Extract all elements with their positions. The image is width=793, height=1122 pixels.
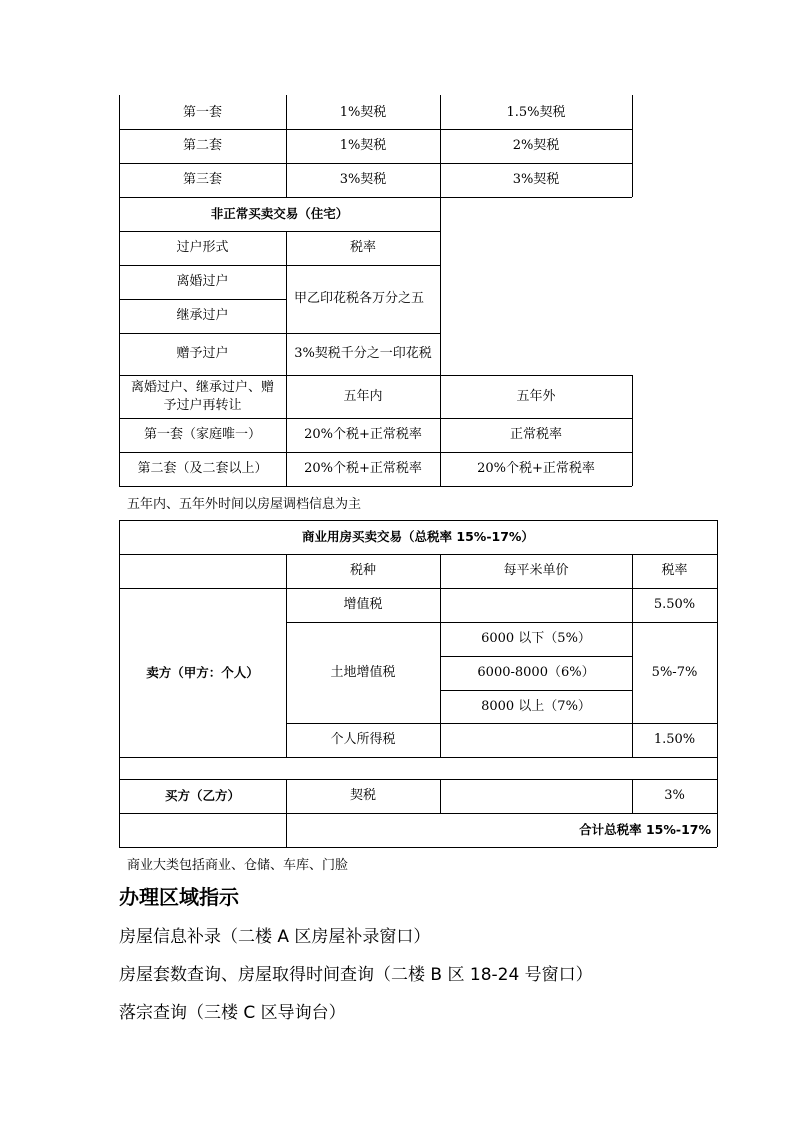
- commercial-title: 商业用房买卖交易（总税率 15%-17%）: [302, 529, 534, 544]
- deed-tax-name: 契税: [349, 788, 376, 803]
- row3-rate-b: 3%契税: [512, 172, 560, 187]
- row2-rate-a: 1%契税: [339, 138, 387, 153]
- inherit-transfer: 继承过户: [176, 308, 229, 323]
- within-five-years: 五年内: [343, 388, 383, 404]
- header-tax-type: 税种: [349, 563, 376, 578]
- deed-tax-rate: 3%: [664, 788, 685, 803]
- first-home-label: 第一套（家庭唯一）: [143, 427, 261, 442]
- header-rate: 税率: [661, 563, 688, 578]
- row1-rate-b: 1.5%契税: [506, 104, 566, 120]
- row3-rate-a: 3%契税: [339, 172, 387, 187]
- land-vat-rate: 5%-7%: [651, 664, 698, 680]
- second-home-within: 20%个税+正常税率: [304, 461, 422, 476]
- row2-label: 第二套: [182, 138, 222, 153]
- row1-label: 第一套: [182, 104, 222, 120]
- vat-name: 增值税: [343, 597, 383, 612]
- section-title: 办理区域指示: [119, 885, 239, 909]
- land-vat-name: 土地增值税: [330, 664, 396, 680]
- header-tax-rate: 税率: [349, 240, 376, 255]
- total-tax-rate: 合计总税率 15%-17%: [579, 822, 711, 837]
- land-vat-tier-1: 6000 以下（5%）: [481, 631, 591, 646]
- land-vat-tier-3: 8000 以上（7%）: [481, 698, 591, 714]
- second-home-beyond: 20%个税+正常税率: [477, 461, 595, 476]
- note-five-years: 五年内、五年外时间以房屋调档信息为主: [127, 497, 362, 512]
- header-transfer-type: 过户形式: [176, 240, 229, 255]
- row1-rate-a: 1%契税: [339, 104, 387, 120]
- gift-tax-rate: 3%契税千分之一印花税: [294, 346, 432, 361]
- instruction-line-1: 房屋信息补录（二楼 A 区房屋补录窗口）: [119, 927, 431, 947]
- gift-transfer: 赠予过户: [176, 346, 229, 361]
- first-home-within: 20%个税+正常税率: [304, 427, 422, 442]
- abnormal-title: 非正常买卖交易（住宅）: [210, 206, 349, 221]
- second-home-label: 第二套（及二套以上）: [137, 461, 268, 476]
- vat-rate: 5.50%: [653, 597, 696, 612]
- resale-label: 离婚过户、继承过户、赠予过户再转让: [130, 379, 274, 413]
- seller-label: 卖方（甲方：个人）: [146, 664, 259, 680]
- buyer-label: 买方（乙方）: [164, 788, 240, 803]
- first-home-beyond: 正常税率: [509, 427, 562, 442]
- instruction-line-2: 房屋套数查询、房屋取得时间查询（二楼 B 区 18-24 号窗口）: [119, 965, 593, 985]
- note-commercial-types: 商业大类包括商业、仓储、车库、门脸: [127, 858, 349, 873]
- instruction-line-3: 落宗查询（三楼 C 区导询台）: [119, 1003, 346, 1023]
- header-unit-price: 每平米单价: [503, 563, 569, 578]
- income-tax-rate: 1.50%: [653, 732, 696, 747]
- row2-rate-b: 2%契税: [512, 138, 560, 153]
- divorce-transfer: 离婚过户: [176, 274, 229, 289]
- row3-label: 第三套: [182, 172, 222, 187]
- stamp-tax-rate: 甲乙印花税各万分之五: [294, 291, 425, 306]
- beyond-five-years: 五年外: [516, 388, 556, 404]
- income-tax-name: 个人所得税: [330, 732, 396, 747]
- land-vat-tier-2: 6000-8000（6%）: [477, 665, 595, 680]
